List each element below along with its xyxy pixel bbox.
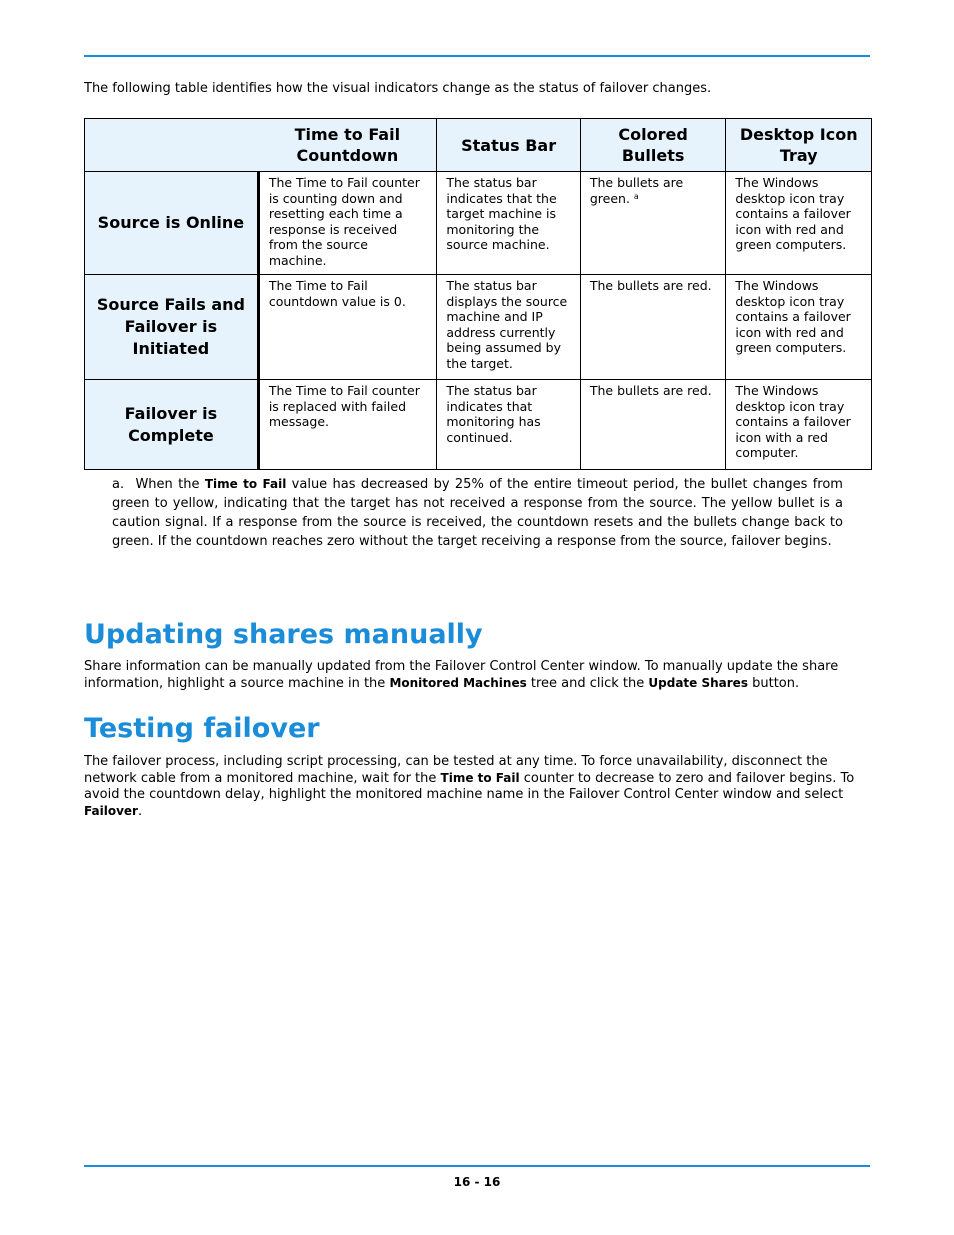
monitored-machines-term: Monitored Machines (389, 676, 527, 690)
table-footnote (112, 475, 843, 551)
table-cell: The status bar indicates that the target machine is monitoring the source machine. (437, 172, 580, 275)
intro-text: The following table identifies how the visual indicators change as the status of failover changes. (84, 81, 712, 96)
row-label: Source Fails and Failover is Initiated (85, 275, 259, 380)
page-number: 16 - 16 (453, 1175, 501, 1189)
table-cell: The bullets are red. (580, 275, 726, 380)
table-cell: The Time to Fail counter is counting down and resetting each time a response is received from the source machine. (258, 172, 437, 275)
table-row (85, 275, 872, 380)
header-status-bar: Status Bar (437, 119, 580, 172)
paragraph-text: counter to decrease to zero and failover begins. To avoid the countdown delay, highlight the monitored machine name in the Failover Control Center window and select (84, 771, 855, 802)
footer-rule (84, 1165, 870, 1167)
update-shares-term: Update Shares (648, 676, 748, 690)
header-time-to-fail: Time to Fail Countdown (258, 119, 437, 172)
table-cell: The Windows desktop icon tray contains a failover icon with a red computer. (726, 380, 872, 470)
paragraph-text: button. (752, 676, 800, 691)
failover-term: Failover (84, 804, 138, 818)
paragraph-text: Share information can be manually updated from the Failover Control Center window. To manually update the share information, highlight a source machine in the (84, 659, 839, 691)
table-cell-text: The bullets are green. (589, 175, 684, 206)
paragraph-text: tree and click the (530, 676, 645, 691)
table-cell: The Windows desktop icon tray contains a failover icon with red and green computers. (726, 275, 872, 380)
header-desktop-icon-tray: Desktop Icon Tray (726, 119, 872, 172)
paragraph-text: . (137, 804, 143, 819)
paragraph-text: The failover process, including script processing, can be tested at any time. To force unavailability, disconnect the network cable from a monitored machine, wait for the (84, 754, 828, 786)
footnote-text-after: value has decreased by 25% of the entire timeout period, the bullet changes from green to yellow, indicating that the target has not received a response from the source. The yellow bullet is a caution signal. If a response from the source is received, the countdown resets and the bullets change back to green. If the countdown reaches zero without the target receiving a response from the source, failover begins. (112, 477, 843, 549)
table-header-row (85, 119, 872, 172)
footnote-bold-term: Time to Fail (204, 477, 287, 491)
row-label: Source is Online (85, 172, 259, 275)
updating-shares-paragraph (84, 659, 870, 692)
row-label: Failover is Complete (85, 380, 259, 470)
testing-failover-paragraph (84, 754, 870, 820)
table-cell: The Time to Fail counter is replaced with failed message. (258, 380, 437, 470)
header-colored-bullets: Colored Bullets (580, 119, 726, 172)
table-cell: The Windows desktop icon tray contains a failover icon with red and green computers. (726, 172, 872, 275)
table-corner-cell (85, 119, 259, 172)
table-cell: The status bar indicates that monitoring has continued. (437, 380, 580, 470)
footnote-text-before: When the (135, 477, 200, 492)
table-cell: The status bar displays the source machine and IP address currently being assumed by the target. (437, 275, 580, 380)
table-cell: The bullets are red. (580, 380, 726, 470)
table-cell: The Time to Fail countdown value is 0. (258, 275, 437, 380)
status-indicator-table (84, 118, 872, 470)
table-row (85, 380, 872, 470)
footnote-mark: a (633, 191, 639, 201)
footnote-label: a. (112, 477, 125, 492)
table-row (85, 172, 872, 275)
header-rule (84, 55, 870, 57)
updating-shares-heading: Updating shares manually (84, 619, 483, 650)
testing-failover-heading: Testing failover (84, 713, 320, 744)
table-cell (580, 172, 726, 275)
time-to-fail-term: Time to Fail (440, 771, 520, 785)
